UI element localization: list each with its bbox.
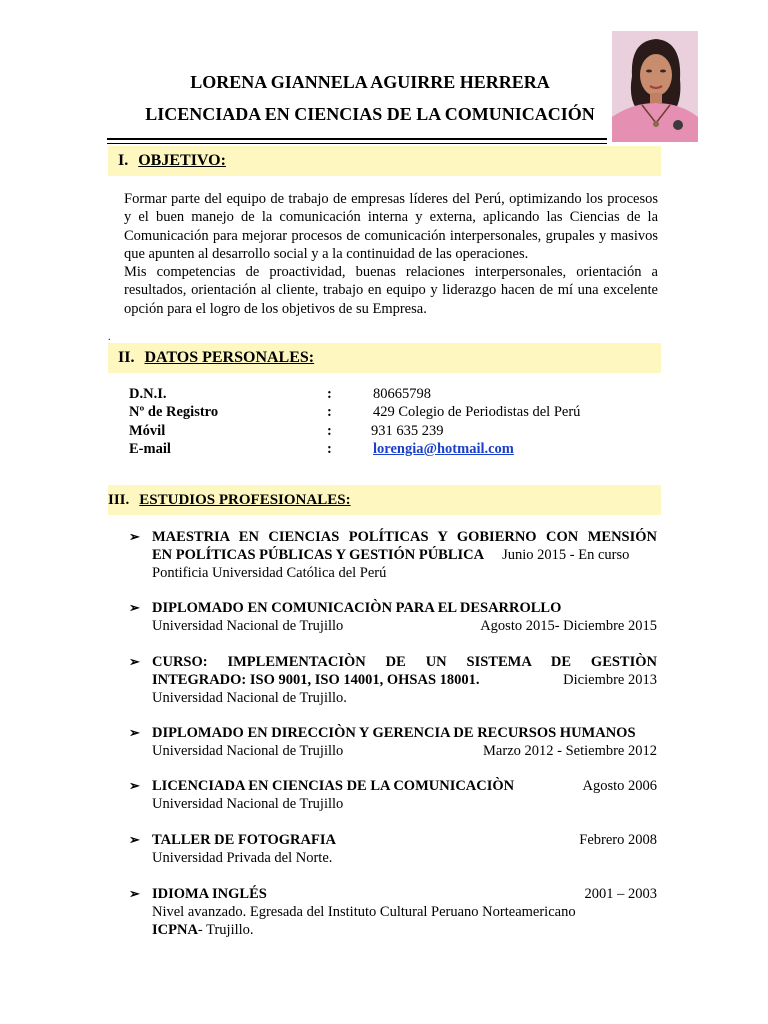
section-personal-header	[108, 343, 661, 373]
study-date: Febrero 2008	[579, 832, 657, 848]
study-date: Diciembre 2013	[563, 672, 657, 689]
study-date: Junio 2015 - En curso	[502, 547, 630, 564]
study-institution: Universidad Privada del Norte.	[152, 850, 333, 867]
study-date: Marzo 2012 - Setiembre 2012	[483, 743, 657, 760]
study-institution	[152, 921, 657, 939]
study-title: EN POLÍTICAS PÚBLICAS Y GESTIÓN PÚBLICA	[152, 547, 485, 564]
study-title: TALLER DE FOTOGRAFIA	[152, 832, 336, 848]
email-link[interactable]: lorengia@hotmail.com	[373, 441, 514, 458]
section-number: II.	[118, 349, 135, 366]
arrow-bullet-icon: ➢	[129, 654, 140, 669]
movil-value: 931 635 239	[371, 422, 444, 439]
study-title: DIPLOMADO EN DIRECCIÒN Y GERENCIA DE RECURSOS HUMANOS	[152, 725, 636, 741]
arrow-bullet-icon: ➢	[129, 886, 140, 901]
arrow-bullet-icon: ➢	[129, 600, 140, 615]
study-item	[129, 777, 657, 813]
study-title: INTEGRADO: ISO 9001, ISO 14001, OHSAS 18001.	[152, 672, 480, 689]
section-number: I.	[118, 152, 129, 169]
dni-value: 80665798	[373, 386, 431, 402]
movil-label: Móvil	[129, 422, 166, 439]
objective-paragraph: Formar parte del equipo de trabajo de empresas líderes del Perú, optimizando los procesos y el buen manejo de la comunicación interna y externa, aplicando las Ciencias de la Comunicación para mejorar procesos de comunicación interpersonales, grupales y masivos que apunten al desarrollo social y a la continuidad de las operaciones.	[124, 191, 658, 262]
study-date: Agosto 2015- Diciembre 2015	[480, 618, 657, 635]
email-label: E-mail	[129, 441, 171, 458]
institution-city: - Trujillo.	[197, 922, 254, 939]
study-institution: Universidad Nacional de Trujillo	[152, 743, 344, 760]
competencies-paragraph: Mis competencias de proactividad, buenas relaciones interpersonales, orientación a resultados, orientación al cliente, trabajo en equipo y liderazgo hacen de mí una excelente opción para el logro de los objetivos de su Empresa.	[124, 264, 658, 317]
study-title: LICENCIADA EN CIENCIAS DE LA COMUNICACIÒN	[152, 778, 515, 794]
study-institution: Universidad Nacional de Trujillo.	[152, 690, 347, 707]
study-title: MAESTRIA EN CIENCIAS POLÍTICAS Y GOBIERNO CON MENSIÓN	[152, 529, 657, 545]
section-objective-header	[108, 146, 661, 176]
section-title: DATOS PERSONALES:	[144, 349, 315, 366]
study-date: Agosto 2006	[582, 778, 657, 794]
candidate-name: LORENA GIANNELA AGUIRRE HERRERA	[190, 72, 550, 92]
arrow-bullet-icon: ➢	[129, 529, 140, 544]
objective-text	[124, 190, 658, 318]
study-title: IDIOMA INGLÉS	[152, 886, 267, 902]
study-title: CURSO: IMPLEMENTACIÒN DE UN SISTEMA DE GESTIÒN	[152, 654, 657, 670]
study-detail: Nivel avanzado. Egresada del Instituto Cultural Peruano Norteamericano	[152, 904, 576, 921]
separator: :	[327, 386, 332, 402]
portrait-image	[612, 31, 698, 142]
study-institution: Universidad Nacional de Trujillo	[152, 618, 344, 635]
registro-value: 429 Colegio de Periodistas del Perú	[373, 404, 581, 421]
section-title: ESTUDIOS PROFESIONALES:	[139, 491, 351, 508]
header-divider-thin	[107, 143, 607, 144]
study-item	[129, 599, 657, 635]
section-title: OBJETIVO:	[138, 152, 226, 169]
separator: :	[327, 422, 332, 439]
arrow-bullet-icon: ➢	[129, 725, 140, 740]
study-item	[129, 724, 657, 760]
study-title: DIPLOMADO EN COMUNICACIÒN PARA EL DESARROLLO	[152, 600, 562, 616]
registro-label: Nº de Registro	[129, 404, 219, 421]
section-number: III.	[108, 491, 130, 508]
separator: :	[327, 441, 332, 458]
arrow-bullet-icon: ➢	[129, 778, 140, 793]
stray-dot: .	[108, 332, 111, 343]
study-item	[129, 885, 657, 940]
candidate-title: LICENCIADA EN CIENCIAS DE LA COMUNICACIÓN	[145, 104, 595, 124]
dni-label: D.N.I.	[129, 386, 167, 402]
study-item	[129, 831, 657, 867]
header-divider-thick	[107, 138, 607, 140]
institution-acronym: ICPNA	[152, 922, 198, 939]
section-studies-header	[108, 485, 661, 515]
separator: :	[327, 404, 332, 421]
study-institution: Pontificia Universidad Católica del Perú	[152, 565, 387, 582]
profile-photo	[612, 31, 698, 142]
study-institution: Universidad Nacional de Trujillo	[152, 796, 344, 813]
study-date: 2001 – 2003	[584, 886, 657, 902]
study-item	[129, 528, 657, 583]
study-item	[129, 653, 657, 708]
arrow-bullet-icon: ➢	[129, 832, 140, 847]
